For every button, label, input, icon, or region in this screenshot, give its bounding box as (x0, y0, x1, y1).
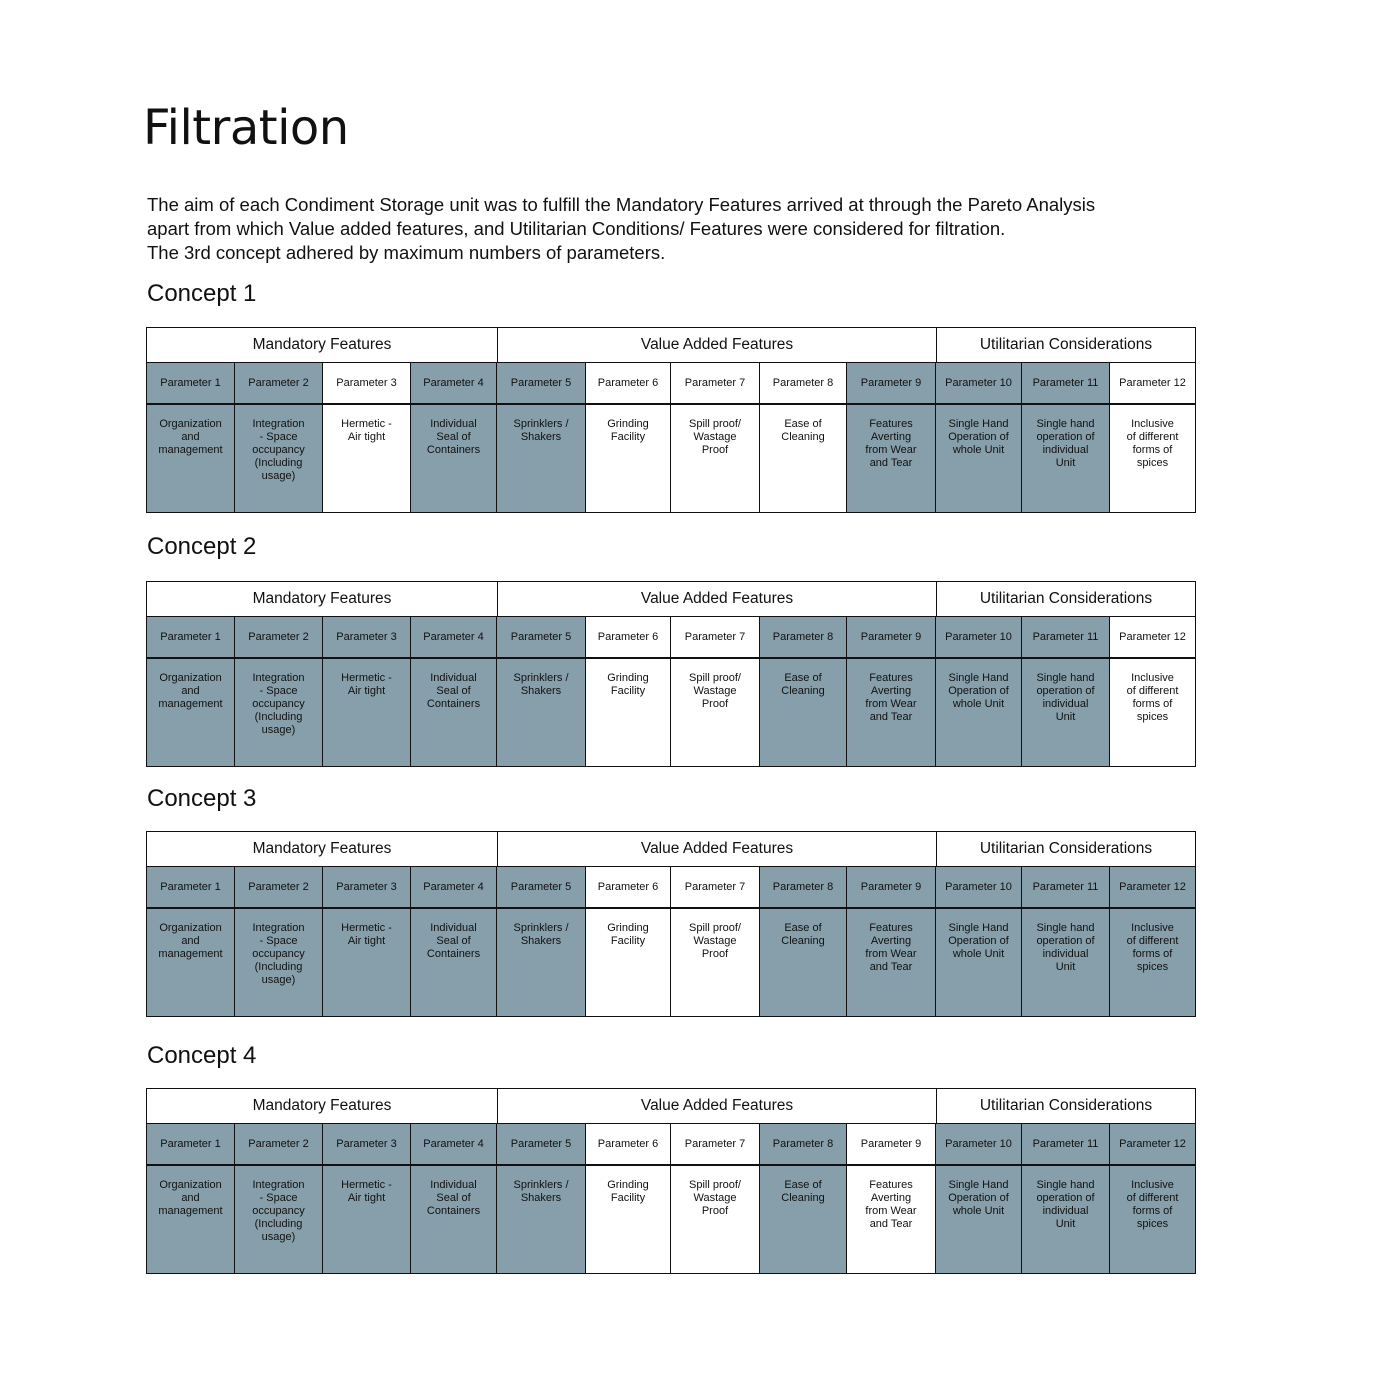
description-cell: Features Averting from Wear and Tear (846, 659, 935, 766)
parameter-cell: Parameter 5 (496, 1124, 585, 1164)
description-cell: Spill proof/ Wastage Proof (670, 909, 759, 1016)
parameter-cell: Parameter 11 (1021, 363, 1109, 403)
parameter-cell: Parameter 9 (846, 363, 935, 403)
parameter-row (147, 363, 1195, 405)
parameter-cell: Parameter 10 (935, 867, 1021, 907)
parameter-row (147, 1124, 1195, 1166)
group-header: Value Added Features (497, 328, 936, 362)
description-row (147, 909, 1195, 1016)
description-cell: Single Hand Operation of whole Unit (935, 909, 1021, 1016)
description-cell: Single hand operation of individual Unit (1021, 1166, 1109, 1273)
parameter-cell: Parameter 5 (496, 363, 585, 403)
parameter-cell: Parameter 5 (496, 617, 585, 657)
description-cell: Individual Seal of Containers (410, 405, 496, 512)
parameter-cell: Parameter 7 (670, 617, 759, 657)
description-cell: Inclusive of different forms of spices (1109, 909, 1195, 1016)
description-cell: Sprinklers / Shakers (496, 405, 585, 512)
parameter-cell: Parameter 8 (759, 867, 846, 907)
parameter-cell: Parameter 4 (410, 617, 496, 657)
parameter-cell: Parameter 5 (496, 867, 585, 907)
group-header: Value Added Features (497, 832, 936, 866)
description-cell: Hermetic - Air tight (322, 1166, 410, 1273)
description-cell: Grinding Facility (585, 405, 670, 512)
description-cell: Ease of Cleaning (759, 659, 846, 766)
parameter-cell: Parameter 3 (322, 1124, 410, 1164)
parameter-cell: Parameter 3 (322, 617, 410, 657)
parameter-cell: Parameter 6 (585, 617, 670, 657)
group-header: Utilitarian Considerations (936, 832, 1195, 866)
parameter-cell: Parameter 12 (1109, 1124, 1195, 1164)
concept-label: Concept 4 (147, 1042, 257, 1069)
parameter-cell: Parameter 8 (759, 363, 846, 403)
description-cell: Features Averting from Wear and Tear (846, 909, 935, 1016)
parameter-cell: Parameter 6 (585, 363, 670, 403)
parameter-cell: Parameter 2 (234, 867, 322, 907)
group-header-row (147, 1089, 1195, 1124)
description-cell: Hermetic - Air tight (322, 909, 410, 1016)
description-cell: Single Hand Operation of whole Unit (935, 659, 1021, 766)
group-header: Mandatory Features (252, 336, 392, 353)
description-cell: Organization and management (147, 1166, 234, 1273)
description-cell: Spill proof/ Wastage Proof (670, 1166, 759, 1273)
description-cell: Ease of Cleaning (759, 909, 846, 1016)
intro-paragraph (147, 193, 1207, 265)
description-cell: Organization and management (147, 909, 234, 1016)
description-cell: Single Hand Operation of whole Unit (935, 1166, 1021, 1273)
description-cell: Sprinklers / Shakers (496, 659, 585, 766)
description-cell: Integration - Space occupancy (Including usage) (234, 1166, 322, 1273)
group-header: Mandatory Features (252, 590, 392, 607)
concept-table (146, 831, 1196, 1017)
description-cell: Grinding Facility (585, 1166, 670, 1273)
description-cell: Individual Seal of Containers (410, 659, 496, 766)
description-cell: Inclusive of different forms of spices (1109, 1166, 1195, 1273)
group-header: Utilitarian Considerations (936, 1089, 1195, 1123)
parameter-cell: Parameter 8 (759, 1124, 846, 1164)
description-cell: Hermetic - Air tight (322, 405, 410, 512)
parameter-cell: Parameter 6 (585, 867, 670, 907)
parameter-cell: Parameter 12 (1109, 867, 1195, 907)
parameter-cell: Parameter 3 (322, 867, 410, 907)
description-row (147, 1166, 1195, 1273)
group-header: Utilitarian Considerations (936, 328, 1195, 362)
parameter-cell: Parameter 7 (670, 363, 759, 403)
intro-line: The 3rd concept adhered by maximum numbers of parameters. (147, 242, 666, 263)
concept-label: Concept 2 (147, 533, 257, 560)
parameter-row (147, 867, 1195, 909)
description-cell: Ease of Cleaning (759, 1166, 846, 1273)
group-header: Value Added Features (497, 582, 936, 616)
description-cell: Integration - Space occupancy (Including usage) (234, 659, 322, 766)
parameter-cell: Parameter 4 (410, 867, 496, 907)
parameter-cell: Parameter 12 (1109, 617, 1195, 657)
description-cell: Individual Seal of Containers (410, 1166, 496, 1273)
concept-table (146, 327, 1196, 513)
parameter-cell: Parameter 11 (1021, 1124, 1109, 1164)
parameter-cell: Parameter 6 (585, 1124, 670, 1164)
description-cell: Single hand operation of individual Unit (1021, 909, 1109, 1016)
description-cell: Inclusive of different forms of spices (1109, 405, 1195, 512)
parameter-cell: Parameter 11 (1021, 617, 1109, 657)
description-row (147, 405, 1195, 512)
description-cell: Features Averting from Wear and Tear (846, 405, 935, 512)
description-cell: Grinding Facility (585, 909, 670, 1016)
group-header-row (147, 328, 1195, 363)
concept-label: Concept 1 (147, 280, 257, 307)
description-cell: Single hand operation of individual Unit (1021, 405, 1109, 512)
parameter-cell: Parameter 1 (147, 363, 234, 403)
group-header-row (147, 582, 1195, 617)
description-cell: Single Hand Operation of whole Unit (935, 405, 1021, 512)
parameter-cell: Parameter 2 (234, 617, 322, 657)
description-cell: Organization and management (147, 659, 234, 766)
description-cell: Single hand operation of individual Unit (1021, 659, 1109, 766)
parameter-cell: Parameter 12 (1109, 363, 1195, 403)
parameter-cell: Parameter 10 (935, 363, 1021, 403)
description-cell: Sprinklers / Shakers (496, 1166, 585, 1273)
parameter-cell: Parameter 3 (322, 363, 410, 403)
parameter-cell: Parameter 1 (147, 617, 234, 657)
description-cell: Spill proof/ Wastage Proof (670, 405, 759, 512)
parameter-cell: Parameter 8 (759, 617, 846, 657)
description-cell: Integration - Space occupancy (Including usage) (234, 909, 322, 1016)
parameter-cell: Parameter 11 (1021, 867, 1109, 907)
description-cell: Spill proof/ Wastage Proof (670, 659, 759, 766)
group-header: Mandatory Features (252, 840, 392, 857)
group-header: Utilitarian Considerations (936, 582, 1195, 616)
parameter-cell: Parameter 9 (846, 1124, 935, 1164)
concept-table (146, 581, 1196, 767)
description-cell: Organization and management (147, 405, 234, 512)
parameter-cell: Parameter 9 (846, 867, 935, 907)
description-cell: Sprinklers / Shakers (496, 909, 585, 1016)
parameter-cell: Parameter 2 (234, 1124, 322, 1164)
description-cell: Individual Seal of Containers (410, 909, 496, 1016)
description-cell: Ease of Cleaning (759, 405, 846, 512)
parameter-cell: Parameter 1 (147, 867, 234, 907)
description-cell: Inclusive of different forms of spices (1109, 659, 1195, 766)
parameter-cell: Parameter 2 (234, 363, 322, 403)
intro-line: The aim of each Condiment Storage unit was to fulfill the Mandatory Features arrived at through the Pareto Analysis (147, 194, 1096, 215)
concept-table (146, 1088, 1196, 1274)
page-title: Filtration (143, 100, 349, 156)
group-header: Mandatory Features (252, 1097, 392, 1114)
description-cell: Features Averting from Wear and Tear (846, 1166, 935, 1273)
description-cell: Integration - Space occupancy (Including usage) (234, 405, 322, 512)
parameter-cell: Parameter 1 (147, 1124, 234, 1164)
description-row (147, 659, 1195, 766)
parameter-cell: Parameter 10 (935, 1124, 1021, 1164)
description-cell: Grinding Facility (585, 659, 670, 766)
description-cell: Hermetic - Air tight (322, 659, 410, 766)
parameter-cell: Parameter 10 (935, 617, 1021, 657)
group-header-row (147, 832, 1195, 867)
parameter-row (147, 617, 1195, 659)
parameter-cell: Parameter 7 (670, 867, 759, 907)
parameter-cell: Parameter 4 (410, 363, 496, 403)
concept-label: Concept 3 (147, 785, 257, 812)
parameter-cell: Parameter 4 (410, 1124, 496, 1164)
group-header: Value Added Features (497, 1089, 936, 1123)
parameter-cell: Parameter 7 (670, 1124, 759, 1164)
parameter-cell: Parameter 9 (846, 617, 935, 657)
intro-line: apart from which Value added features, and Utilitarian Conditions/ Features were considered for filtration. (147, 218, 1006, 239)
